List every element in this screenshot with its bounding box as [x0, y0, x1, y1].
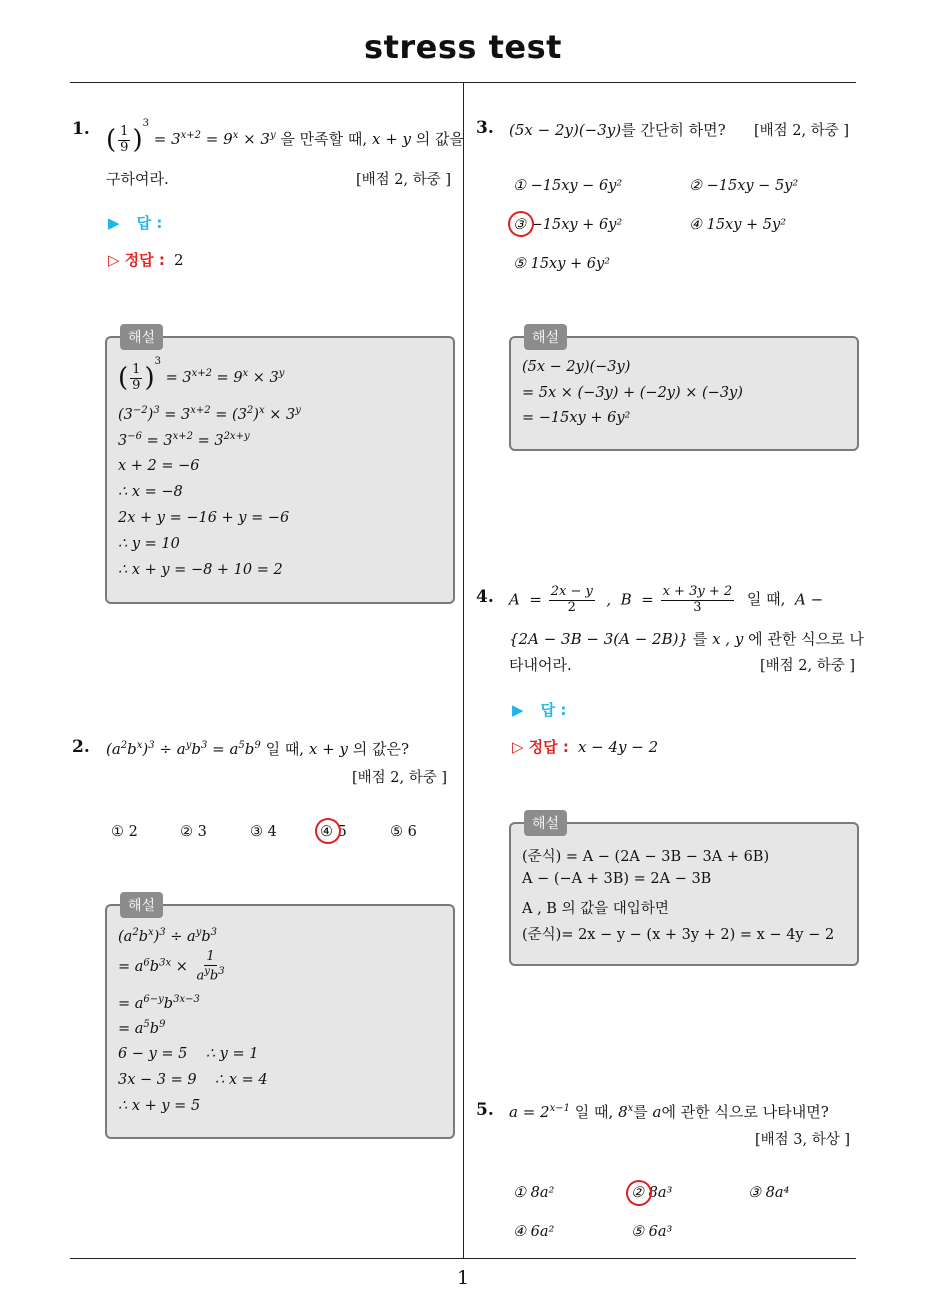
q1-sol-line-4: x + 2 = −6 — [118, 458, 200, 474]
q3-number: 3. — [476, 118, 494, 138]
correct-label: 정답 : — [528, 738, 569, 756]
q1-sol-line-2: $(3^{-2})^3 = 3^{x+2} = (3^2)^x \times 3^y$ — [118, 405, 301, 423]
q2-sol-line-2: = $a^6b^{3x}$ × $\frac{1}{a^yb^3}$ — [118, 949, 225, 984]
q4-score: [배점 2, 하중 ] — [760, 658, 856, 674]
page-number: 1 — [456, 1267, 470, 1289]
q2-sol-line-3: = $a^{6-y}b^{3x-3}$ — [118, 994, 200, 1012]
q3-option-1[interactable]: ① −15xy − 6y² — [513, 178, 623, 194]
q1-correct-row — [108, 249, 183, 270]
q1-score: [배점 2, 하중 ] — [356, 172, 452, 188]
q2-number: 2. — [72, 737, 90, 757]
q5-selected-mark — [622, 1176, 655, 1209]
q4-sol-line-3: A , B 의 값을 대입하면 — [522, 901, 669, 917]
q1-statement: ( $\frac{1}{9}$ )$^3 = 3^{x+2} = 9^x \times 3^y$ 을 만족할 때, x + y 의 값을 — [106, 118, 465, 155]
q2-score: [배점 2, 하중 ] — [352, 770, 448, 786]
answer-label: 답 : — [540, 701, 567, 719]
q4-correct-row — [512, 736, 658, 757]
q2-sol-line-6: 3x − 3 = 9 ∴ x = 4 — [118, 1072, 268, 1088]
q4-sol-line-4: (준식)= 2x − y − (x + 3y + 2) = x − 4y − 2 — [522, 927, 835, 943]
q5-text-a: 일 때, — [574, 1103, 614, 1121]
q4-text-a: 일 때, — [746, 590, 786, 609]
q5-option-4[interactable]: ④ 6a² — [513, 1224, 555, 1240]
q2-statement: $(a^2b^x)^3 \div a^yb^3 = a^5b^9$ 일 때, x + y 의 값은? — [106, 740, 409, 758]
q4-text-c: 에 관한 식으로 나 — [748, 630, 864, 648]
q4-text-d: 타내어라. — [509, 656, 572, 674]
q3-option-5[interactable]: ⑤ 15xy + 6y² — [513, 256, 611, 272]
q5-number: 5. — [476, 1100, 494, 1120]
q5-option-1[interactable]: ① 8a² — [513, 1185, 555, 1201]
q2-sol-line-7: ∴ x + y = 5 — [118, 1098, 201, 1114]
q1-text-b: 의 값을 — [415, 130, 465, 148]
q2-sol-line-4: = $a^5b^9$ — [118, 1019, 166, 1037]
q3-sol-line-2: = 5x × (−3y) + (−2y) × (−3y) — [522, 385, 743, 401]
q5-option-5[interactable]: ⑤ 6a³ — [631, 1224, 673, 1240]
q1-sol-line-5: ∴ x = −8 — [118, 484, 183, 500]
q3-selected-mark — [504, 207, 537, 240]
q4-statement-line2: {2A − 3B − 3(A − 2B)} 를 x , y 에 관한 식으로 나 — [509, 630, 864, 648]
q3-score: [배점 2, 하중 ] — [754, 123, 850, 139]
correct-label: 정답 : — [124, 251, 165, 269]
q1-number: 1. — [72, 119, 90, 139]
q2-option-3[interactable]: ③ 4 — [250, 824, 277, 840]
correct-triangle-icon: ▷ — [108, 251, 120, 269]
q2-text-b: 의 값은? — [352, 740, 409, 758]
answer-label: 답 : — [136, 214, 163, 232]
q1-sol-line-6: 2x + y = −16 + y = −6 — [118, 510, 290, 526]
q5-score: [배점 3, 하상 ] — [755, 1132, 851, 1148]
q3-option-3[interactable]: ③ −15xy + 6y² — [513, 217, 623, 233]
column-divider — [463, 83, 464, 1258]
q4-statement-line1: A = $\frac{2x - y}{2}$ , B = $\frac{x + 3y + 2}{3}$ 일 때, A − — [509, 584, 824, 615]
q4-answer-row — [512, 699, 566, 720]
q4-text-b: 를 — [692, 630, 708, 648]
q2-sol-line-5: 6 − y = 5 ∴ y = 1 — [118, 1046, 259, 1062]
q3-text: 를 간단히 하면? — [621, 121, 726, 139]
q1-text-c: 구하여라. — [106, 170, 169, 188]
q1-sol-line-7: ∴ y = 10 — [118, 536, 180, 552]
q3-sol-line-1: (5x − 2y)(−3y) — [522, 359, 631, 375]
q5-option-2[interactable]: ② 8a³ — [631, 1185, 673, 1201]
q5-statement: $a = 2^{x-1}$ 일 때, 8$^x$를 a에 관한 식으로 나타내면? — [509, 1103, 829, 1121]
q1-answer-row — [108, 212, 162, 233]
q2-option-5[interactable]: ⑤ 6 — [390, 824, 417, 840]
q2-option-1[interactable]: ① 2 — [111, 824, 138, 840]
q3-option-2[interactable]: ② −15xy − 5y² — [689, 178, 799, 194]
q5-text-b: 를 — [633, 1103, 648, 1121]
answer-play-icon: ▶ — [512, 701, 524, 719]
q2-selected-mark — [311, 814, 344, 847]
q2-text-a: 일 때, — [265, 740, 305, 758]
q3-solution-tag: 해설 — [524, 324, 567, 350]
q4-sol-line-2: A − (−A + 3B) = 2A − 3B — [522, 871, 712, 887]
q1-sol-line-3: $3^{-6} = 3^{x+2} = 3^{2x+y}$ — [118, 431, 250, 449]
q1-text-a: 을 만족할 때, — [280, 130, 368, 148]
q2-option-4[interactable]: ④ 5 — [320, 824, 347, 840]
correct-triangle-icon: ▷ — [512, 738, 524, 756]
q5-text-c: 에 관한 식으로 나타내면? — [661, 1103, 829, 1121]
q2-solution-tag: 해설 — [120, 892, 163, 918]
q3-statement: (5x − 2y)(−3y)를 간단히 하면? — [509, 121, 726, 139]
q4-solution-tag: 해설 — [524, 810, 567, 836]
q1-correct-value: 2 — [173, 251, 184, 269]
q2-option-2[interactable]: ② 3 — [180, 824, 207, 840]
q1-sol-line-1: ( $\frac{1}{9}$ )$^3 = 3^{x+2} = 9^x \times 3^y$ — [118, 356, 285, 393]
answer-play-icon: ▶ — [108, 214, 120, 232]
q4-solution-box — [509, 822, 859, 966]
q1-sol-line-8: ∴ x + y = −8 + 10 = 2 — [118, 562, 283, 578]
q4-number: 4. — [476, 587, 494, 607]
q5-option-3[interactable]: ③ 8a⁴ — [748, 1185, 790, 1201]
q4-correct-value: x − 4y − 2 — [577, 738, 659, 756]
page-title: stress test — [364, 28, 562, 66]
footer-rule — [70, 1258, 856, 1259]
q1-solution-tag: 해설 — [120, 324, 163, 350]
q4-sol-line-1: (준식) = A − (2A − 3B − 3A + 6B) — [522, 849, 770, 865]
q3-sol-line-3: = −15xy + 6y² — [522, 410, 631, 426]
q3-option-4[interactable]: ④ 15xy + 5y² — [689, 217, 787, 233]
q2-sol-line-1: $(a^2b^x)^3 \div a^yb^3$ — [118, 927, 218, 945]
